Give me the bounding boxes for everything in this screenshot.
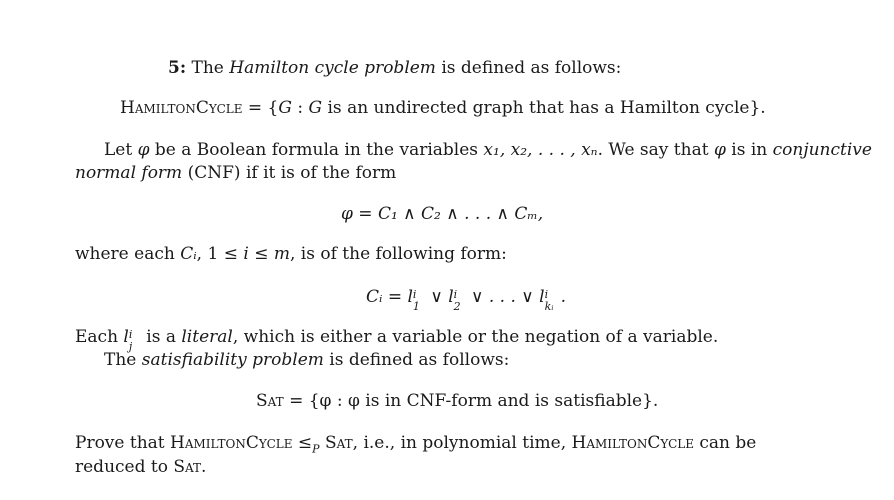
ci-or2: ∨ . . . ∨ xyxy=(465,287,540,307)
literal-text3: , which is either a variable or the negation of a variable. xyxy=(232,327,719,347)
where-m: m xyxy=(273,244,290,264)
variables-list: x₁, x₂, . . . , xₙ xyxy=(483,140,598,160)
prove-line1 xyxy=(75,432,756,454)
ci-l1-scripts xyxy=(412,286,425,313)
ci-lk: l xyxy=(539,287,545,307)
sat-term: satisfiability problem xyxy=(141,350,324,370)
prove-sat: Sat xyxy=(319,433,353,453)
paragraph-sat xyxy=(104,349,509,371)
problem-term: Hamilton cycle problem xyxy=(229,58,436,78)
prove-text4: reduced to xyxy=(75,457,174,477)
hamilton-text: is an undirected graph that has a Hamilton cycle}. xyxy=(322,98,766,118)
literal-l-scripts xyxy=(128,326,141,353)
sat-text2: is defined as follows: xyxy=(323,350,510,370)
let-text1: Let xyxy=(104,140,138,160)
sat-text1: The xyxy=(104,350,142,370)
literal-term: literal xyxy=(181,327,233,347)
prove-ham2: HamiltonCycle xyxy=(571,433,694,453)
let-text2: be a Boolean formula in the variables xyxy=(149,140,484,160)
literal-text2: is a xyxy=(140,327,182,347)
where-text3: ≤ xyxy=(248,244,274,264)
problem-intro xyxy=(168,57,621,79)
ci-lk-sub: kᵢ xyxy=(544,300,554,313)
paragraph-where xyxy=(75,243,507,265)
paragraph-literal xyxy=(75,326,719,353)
prove-text5: . xyxy=(201,457,207,477)
ci-l2: l xyxy=(448,287,454,307)
prove-text1: Prove that xyxy=(75,433,171,453)
phi-symbol-2: φ xyxy=(713,140,726,160)
where-text1: where each xyxy=(75,244,181,264)
hamilton-lhs: HamiltonCycle xyxy=(120,98,243,118)
literal-l-sub: j xyxy=(128,340,133,353)
let-text4: is in xyxy=(725,140,773,160)
cnf-term-a: conjunctive xyxy=(772,140,872,160)
prove-line2 xyxy=(75,456,206,478)
hamilton-G: G xyxy=(278,98,292,118)
hamilton-definition xyxy=(120,97,766,119)
prove-p: P xyxy=(312,442,320,456)
ci-or1: ∨ xyxy=(424,287,449,307)
hamilton-G2: G xyxy=(308,98,323,118)
ci-l1-sub: 1 xyxy=(412,300,420,313)
hamilton-colon: : xyxy=(291,98,309,118)
ci-end: . xyxy=(560,287,566,307)
paragraph-let-line2 xyxy=(75,162,396,184)
problem-intro-pre: The xyxy=(186,58,230,78)
literal-text1: Each xyxy=(75,327,124,347)
cnf-term-b: normal form xyxy=(75,163,183,183)
sat-lhs: Sat xyxy=(256,391,284,411)
literal-l-sup: i xyxy=(128,328,133,341)
where-text4: , is of the following form: xyxy=(289,244,507,264)
ci-lk-scripts xyxy=(544,286,561,313)
prove-text3: can be xyxy=(693,433,757,453)
problem-number: 5: xyxy=(168,58,187,78)
sat-def-text: = {φ : φ is in CNF-form and is satisfiable}. xyxy=(283,391,659,411)
where-Ci: Cᵢ xyxy=(180,244,197,264)
let-text3: . We say that xyxy=(597,140,714,160)
sat-definition xyxy=(256,390,658,412)
paragraph-let-line1 xyxy=(104,139,872,161)
where-text2: , 1 ≤ xyxy=(196,244,244,264)
prove-le: ≤ xyxy=(292,433,313,453)
ci-lk-sup: i xyxy=(544,288,549,301)
ci-l1: l xyxy=(407,287,413,307)
formula-phi xyxy=(341,203,543,225)
where-i: i xyxy=(243,244,249,264)
let-text5: (CNF) if it is of the form xyxy=(182,163,397,183)
ci-l2-scripts xyxy=(453,286,466,313)
formula-phi-text: φ = C₁ ∧ C₂ ∧ . . . ∧ Cₘ, xyxy=(341,204,544,224)
phi-symbol: φ xyxy=(137,140,150,160)
prove-ham: HamiltonCycle xyxy=(170,433,293,453)
ci-l2-sub: 2 xyxy=(453,300,461,313)
ci-lhs: Cᵢ = xyxy=(366,287,408,307)
prove-text2: , i.e., in polynomial time, xyxy=(352,433,572,453)
ci-l2-sup: i xyxy=(453,288,458,301)
hamilton-eq: = { xyxy=(242,98,279,118)
prove-sat2: Sat xyxy=(173,457,202,477)
ci-l1-sup: i xyxy=(412,288,417,301)
formula-ci xyxy=(366,286,566,313)
literal-l: l xyxy=(123,327,129,347)
problem-intro-post: is defined as follows: xyxy=(435,58,622,78)
